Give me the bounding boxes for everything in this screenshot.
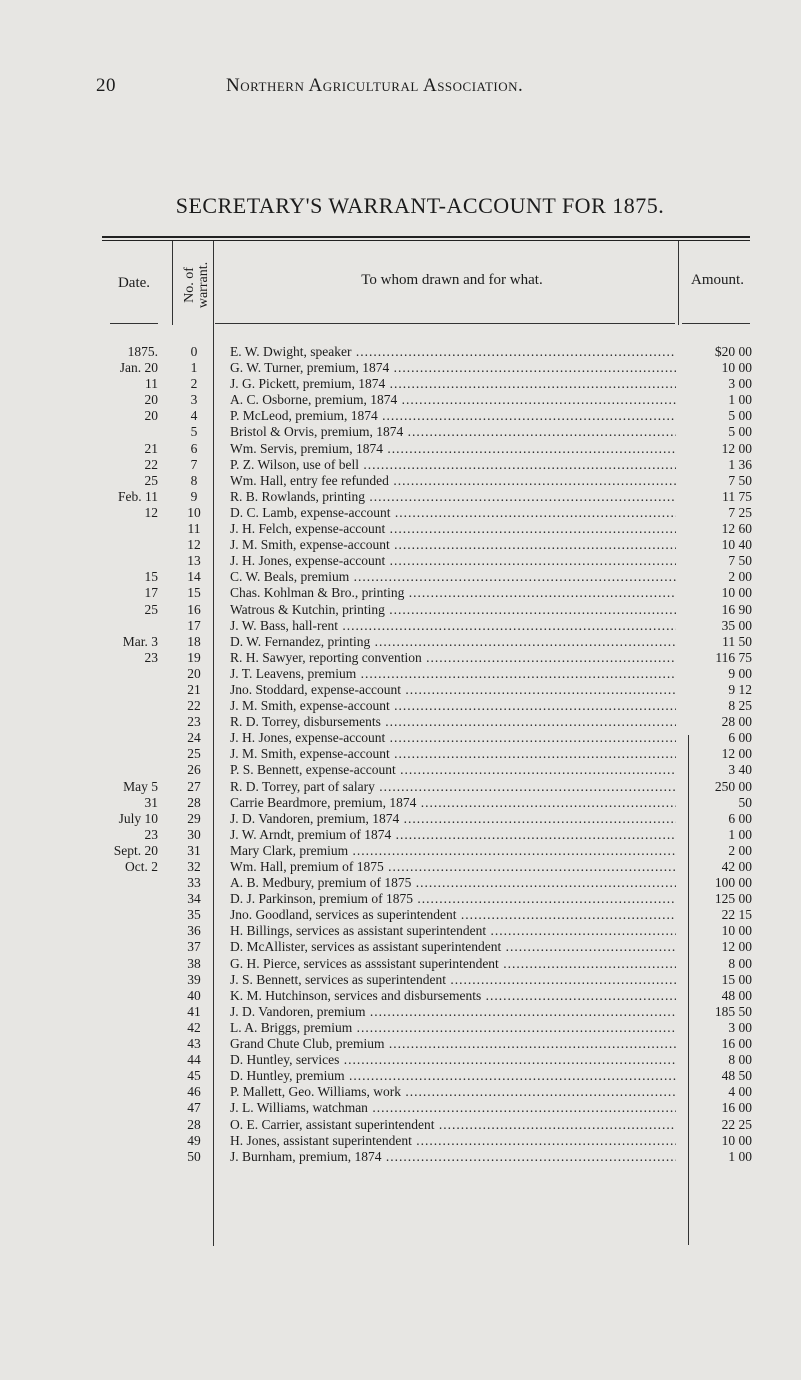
row-amount: 12 00 — [721, 746, 752, 762]
column-divider — [678, 241, 679, 325]
row-warrant-no: 17 — [187, 617, 201, 633]
row-description: H. Billings, services as assistant superintendent ..... — [230, 923, 676, 939]
row-description: D. McAllister, services as assistant superintendent ..... — [230, 939, 676, 955]
table-row — [0, 360, 801, 376]
page-title: SECRETARY'S WARRANT-ACCOUNT FOR 1875. — [175, 193, 665, 218]
table-row — [0, 795, 801, 811]
row-description: R. H. Sawyer, reporting convention ..... — [230, 650, 676, 666]
table-row — [0, 746, 801, 762]
row-description: Jno. Stoddard, expense-account ..... — [230, 682, 676, 698]
row-description: Wm. Hall, premium of 1875 ..... — [230, 859, 676, 875]
row-amount: 7 25 — [728, 504, 752, 520]
row-amount: 48 00 — [721, 987, 752, 1003]
table-row — [0, 923, 801, 939]
table-row — [0, 1117, 801, 1133]
row-description: Grand Chute Club, premium ..... — [230, 1036, 676, 1052]
row-amount: 185 50 — [714, 1003, 752, 1019]
row-warrant-no: 41 — [187, 1003, 201, 1019]
column-header-to-whom: To whom drawn and for what. — [361, 272, 543, 288]
table-row — [0, 1133, 801, 1149]
row-date: 12 — [144, 504, 158, 520]
warrant-table-body — [0, 344, 801, 1165]
table-row — [0, 939, 801, 955]
table-row — [0, 875, 801, 891]
header-rule — [110, 323, 158, 324]
row-amount: 12 00 — [721, 939, 752, 955]
table-row — [0, 988, 801, 1004]
row-amount: 1 00 — [728, 1148, 752, 1164]
row-date: 17 — [144, 585, 158, 601]
row-amount: 250 00 — [714, 778, 752, 794]
row-warrant-no: 15 — [187, 585, 201, 601]
row-description: R. D. Torrey, part of salary ..... — [230, 779, 676, 795]
row-warrant-no: 40 — [187, 987, 201, 1003]
table-row — [0, 1068, 801, 1084]
row-warrant-no: 8 — [190, 472, 198, 488]
column-header-warrant-no: No. of warrant. — [182, 261, 211, 309]
row-warrant-no: 1 — [190, 360, 198, 376]
row-warrant-no: 44 — [187, 1052, 201, 1068]
row-warrant-no: 11 — [187, 521, 201, 537]
row-description: J. W. Bass, hall-rent ..... — [230, 618, 676, 634]
row-description: D. Huntley, premium ..... — [230, 1068, 676, 1084]
table-row — [0, 441, 801, 457]
row-amount: 4 00 — [728, 1084, 752, 1100]
row-amount: 10 00 — [721, 360, 752, 376]
table-row — [0, 907, 801, 923]
row-description: D. W. Fernandez, printing ..... — [230, 634, 676, 650]
table-row — [0, 779, 801, 795]
row-warrant-no: 24 — [187, 730, 201, 746]
row-amount: $20 00 — [714, 344, 752, 359]
row-amount: 1 00 — [728, 392, 752, 408]
row-description: Jno. Goodland, services as superintendent ..... — [230, 907, 676, 923]
row-amount: 5 00 — [728, 424, 752, 440]
row-description: P. Z. Wilson, use of bell ..... — [230, 457, 676, 473]
row-warrant-no: 25 — [187, 746, 201, 762]
row-date: 23 — [144, 826, 158, 842]
row-warrant-no: 47 — [187, 1100, 201, 1116]
row-amount: 28 00 — [721, 714, 752, 730]
row-warrant-no: 0 — [190, 344, 198, 359]
row-warrant-no: 27 — [187, 778, 201, 794]
row-description: J. T. Leavens, premium ..... — [230, 666, 676, 682]
table-row — [0, 762, 801, 778]
table-row — [0, 553, 801, 569]
table-row — [0, 859, 801, 875]
row-warrant-no: 10 — [187, 504, 201, 520]
row-warrant-no: 34 — [187, 891, 201, 907]
row-amount: 50 — [738, 794, 752, 810]
row-description: J. S. Bennett, services as superintendent ..... — [230, 972, 676, 988]
row-warrant-no: 50 — [187, 1148, 201, 1164]
row-description: Mary Clark, premium ..... — [230, 843, 676, 859]
row-warrant-no: 26 — [187, 762, 201, 778]
row-warrant-no: 30 — [187, 826, 201, 842]
top-rule-thin — [102, 240, 750, 241]
row-amount: 3 00 — [728, 376, 752, 392]
row-amount: 116 75 — [715, 649, 752, 665]
row-date: May 5 — [123, 778, 158, 794]
table-row — [0, 682, 801, 698]
row-warrant-no: 13 — [187, 553, 201, 569]
row-description: D. Huntley, services ..... — [230, 1052, 676, 1068]
row-description: J. D. Vandoren, premium ..... — [230, 1004, 676, 1020]
table-row — [0, 956, 801, 972]
row-amount: 9 00 — [728, 665, 752, 681]
row-warrant-no: 45 — [187, 1068, 201, 1084]
row-warrant-no: 6 — [190, 440, 198, 456]
row-warrant-no: 31 — [187, 842, 201, 858]
row-date: 23 — [144, 649, 158, 665]
row-warrant-no: 7 — [190, 456, 198, 472]
row-description: A. C. Osborne, premium, 1874 ..... — [230, 392, 676, 408]
row-amount: 6 00 — [728, 810, 752, 826]
row-amount: 16 90 — [721, 601, 752, 617]
row-amount: 10 00 — [721, 1132, 752, 1148]
row-description: J. H. Jones, expense-account ..... — [230, 730, 676, 746]
row-description: G. W. Turner, premium, 1874 ..... — [230, 360, 676, 376]
table-row — [0, 473, 801, 489]
row-description: A. B. Medbury, premium of 1875 ..... — [230, 875, 676, 891]
row-amount: 11 75 — [722, 488, 752, 504]
row-amount: 1 36 — [728, 456, 752, 472]
row-warrant-no: 38 — [187, 955, 201, 971]
row-date: 20 — [144, 408, 158, 424]
row-amount: 125 00 — [714, 891, 752, 907]
row-description: R. B. Rowlands, printing ..... — [230, 489, 676, 505]
row-warrant-no: 28 — [187, 794, 201, 810]
row-warrant-no: 19 — [187, 649, 201, 665]
table-row — [0, 1149, 801, 1165]
row-description: L. A. Briggs, premium ..... — [230, 1020, 676, 1036]
row-amount: 22 15 — [721, 907, 752, 923]
row-description: J. H. Jones, expense-account ..... — [230, 553, 676, 569]
row-warrant-no: 5 — [190, 424, 198, 440]
row-description: J. L. Williams, watchman ..... — [230, 1100, 676, 1116]
table-row — [0, 1036, 801, 1052]
row-warrant-no: 33 — [187, 875, 201, 891]
row-warrant-no: 22 — [187, 698, 201, 714]
row-description: Watrous & Kutchin, printing ..... — [230, 602, 676, 618]
row-warrant-no: 20 — [187, 665, 201, 681]
top-rule — [102, 236, 750, 238]
row-description: Wm. Servis, premium, 1874 ..... — [230, 441, 676, 457]
page-number: 20 — [96, 75, 116, 96]
row-warrant-no: 28 — [187, 1116, 201, 1132]
table-row — [0, 1100, 801, 1116]
table-row — [0, 666, 801, 682]
table-row — [0, 457, 801, 473]
row-description: J. H. Felch, expense-account ..... — [230, 521, 676, 537]
row-description: K. M. Hutchinson, services and disbursements ..... — [230, 988, 676, 1004]
row-amount: 9 12 — [728, 681, 752, 697]
row-amount: 100 00 — [714, 875, 752, 891]
row-amount: 22 25 — [721, 1116, 752, 1132]
row-description: Wm. Hall, entry fee refunded ..... — [230, 473, 676, 489]
table-row — [0, 1004, 801, 1020]
row-amount: 42 00 — [721, 859, 752, 874]
row-date: Sept. 20 — [113, 842, 158, 858]
table-row — [0, 843, 801, 859]
table-row — [0, 521, 801, 537]
table-row — [0, 1084, 801, 1100]
table-row — [0, 602, 801, 618]
row-amount: 8 00 — [728, 955, 752, 971]
table-row — [0, 1052, 801, 1068]
table-row — [0, 392, 801, 408]
row-warrant-no: 21 — [187, 681, 201, 697]
table-row — [0, 537, 801, 553]
row-warrant-no: 9 — [190, 488, 198, 504]
table-row — [0, 489, 801, 505]
row-warrant-no: 14 — [187, 569, 201, 585]
row-description: P. McLeod, premium, 1874 ..... — [230, 408, 676, 424]
row-description: H. Jones, assistant superintendent ..... — [230, 1133, 676, 1149]
column-header-date: Date. — [117, 275, 151, 291]
table-row — [0, 1020, 801, 1036]
table-row — [0, 585, 801, 601]
row-description: G. H. Pierce, services as asssistant superintendent ..... — [230, 956, 676, 972]
row-date: Mar. 3 — [122, 633, 158, 649]
row-description: J. W. Arndt, premium of 1874 ..... — [230, 827, 676, 843]
row-amount: 7 50 — [728, 553, 752, 569]
table-row — [0, 972, 801, 988]
row-date: 20 — [144, 392, 158, 408]
row-warrant-no: 29 — [187, 810, 201, 826]
row-date: Feb. 11 — [118, 488, 158, 504]
row-amount: 16 00 — [721, 1036, 752, 1052]
row-description: J. M. Smith, expense-account ..... — [230, 537, 676, 553]
table-row — [0, 344, 801, 360]
row-amount: 10 40 — [721, 537, 752, 553]
row-warrant-no: 2 — [190, 376, 198, 392]
table-row — [0, 730, 801, 746]
row-amount: 10 00 — [721, 585, 752, 601]
table-row — [0, 650, 801, 666]
row-warrant-no: 18 — [187, 633, 201, 649]
row-amount: 2 00 — [728, 842, 752, 858]
row-warrant-no: 16 — [187, 601, 201, 617]
row-description: Chas. Kohlman & Bro., printing ..... — [230, 585, 676, 601]
row-warrant-no: 49 — [187, 1132, 201, 1148]
column-header-amount: Amount. — [691, 272, 744, 288]
row-description: R. D. Torrey, disbursements ..... — [230, 714, 676, 730]
row-description: Carrie Beardmore, premium, 1874 ..... — [230, 795, 676, 811]
row-warrant-no: 39 — [187, 971, 201, 987]
row-amount: 7 50 — [728, 472, 752, 488]
row-date: Oct. 2 — [125, 859, 158, 874]
row-date: 21 — [144, 440, 158, 456]
row-date: 25 — [144, 601, 158, 617]
row-amount: 2 00 — [728, 569, 752, 585]
row-amount: 1 00 — [728, 826, 752, 842]
row-amount: 11 50 — [722, 633, 752, 649]
row-date: 25 — [144, 472, 158, 488]
row-amount: 3 00 — [728, 1019, 752, 1035]
row-warrant-no: 43 — [187, 1036, 201, 1052]
row-amount: 12 60 — [721, 521, 752, 537]
row-description: E. W. Dwight, speaker ..... — [230, 344, 676, 360]
row-description: C. W. Beals, premium ..... — [230, 569, 676, 585]
row-warrant-no: 35 — [187, 907, 201, 923]
table-row — [0, 811, 801, 827]
row-amount: 48 50 — [721, 1068, 752, 1084]
row-description: P. Mallett, Geo. Williams, work ..... — [230, 1084, 676, 1100]
row-warrant-no: 42 — [187, 1019, 201, 1035]
row-date: 15 — [144, 569, 158, 585]
row-description: J. M. Smith, expense-account ..... — [230, 746, 676, 762]
row-warrant-no: 3 — [190, 392, 198, 408]
row-amount: 16 00 — [721, 1100, 752, 1116]
table-row — [0, 891, 801, 907]
row-warrant-no: 46 — [187, 1084, 201, 1100]
row-amount: 3 40 — [728, 762, 752, 778]
row-warrant-no: 37 — [187, 939, 201, 955]
row-amount: 15 00 — [721, 971, 752, 987]
row-date: 22 — [144, 456, 158, 472]
table-row — [0, 569, 801, 585]
row-description: D. C. Lamb, expense-account ..... — [230, 505, 676, 521]
header-rule — [682, 323, 750, 324]
row-date: 1875. — [127, 344, 158, 359]
row-warrant-no: 4 — [190, 408, 198, 424]
table-row — [0, 376, 801, 392]
row-amount: 8 00 — [728, 1052, 752, 1068]
row-amount: 8 25 — [728, 698, 752, 714]
table-row — [0, 827, 801, 843]
row-warrant-no: 32 — [187, 859, 201, 874]
column-divider — [172, 241, 173, 325]
table-row — [0, 698, 801, 714]
table-row — [0, 424, 801, 440]
table-row — [0, 634, 801, 650]
table-row — [0, 618, 801, 634]
header-rule — [215, 323, 675, 324]
table-row — [0, 714, 801, 730]
table-row — [0, 408, 801, 424]
row-description: O. E. Carrier, assistant superintendent ..... — [230, 1117, 676, 1133]
row-description: P. S. Bennett, expense-account ..... — [230, 762, 676, 778]
row-warrant-no: 23 — [187, 714, 201, 730]
row-amount: 10 00 — [721, 923, 752, 939]
row-description: J. D. Vandoren, premium, 1874 ..... — [230, 811, 676, 827]
row-amount: 6 00 — [728, 730, 752, 746]
row-description: J. Burnham, premium, 1874 ..... — [230, 1149, 676, 1165]
row-warrant-no: 12 — [187, 537, 201, 553]
row-amount: 12 00 — [721, 440, 752, 456]
running-title: Northern Agricultural Association. — [226, 75, 524, 96]
table-row — [0, 505, 801, 521]
row-description: J. G. Pickett, premium, 1874 ..... — [230, 376, 676, 392]
row-description: Bristol & Orvis, premium, 1874 ..... — [230, 424, 676, 440]
row-date: 11 — [145, 376, 158, 392]
row-date: Jan. 20 — [119, 360, 158, 376]
row-amount: 35 00 — [721, 617, 752, 633]
row-date: 31 — [144, 794, 158, 810]
row-date: July 10 — [118, 810, 158, 826]
row-description: J. M. Smith, expense-account ..... — [230, 698, 676, 714]
row-amount: 5 00 — [728, 408, 752, 424]
row-warrant-no: 36 — [187, 923, 201, 939]
row-description: D. J. Parkinson, premium of 1875 ..... — [230, 891, 676, 907]
